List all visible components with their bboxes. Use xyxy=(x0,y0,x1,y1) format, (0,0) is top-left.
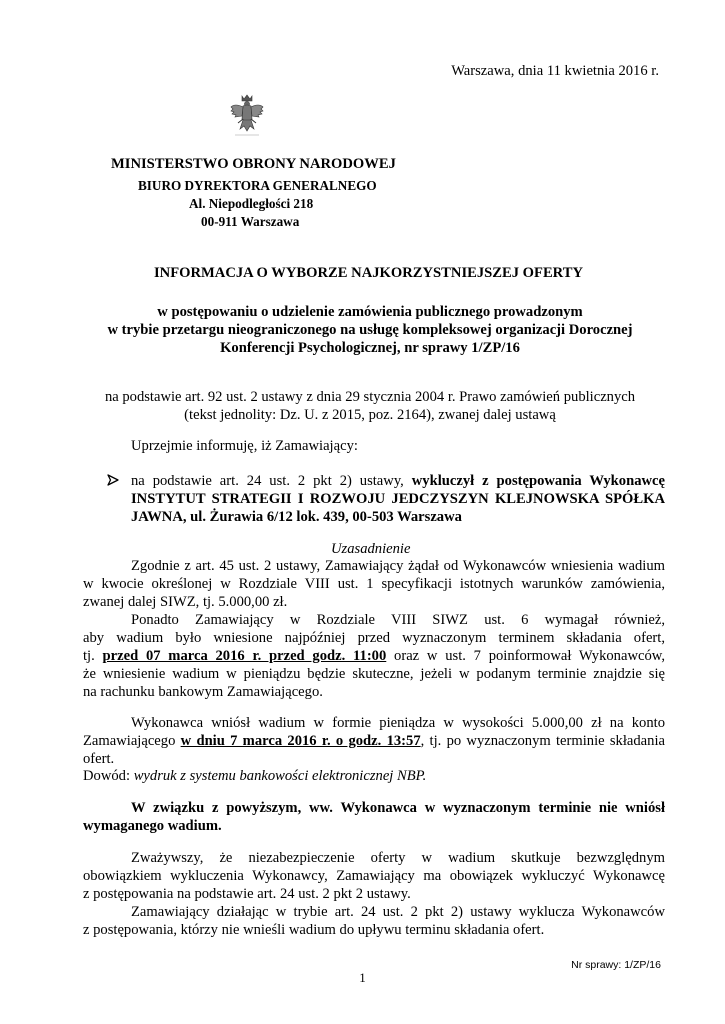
p4-line-3: z postępowania na podstawie art. 24 ust. 2 pkt 2 ustawy. xyxy=(83,886,411,902)
subtitle-line-2: w trybie przetargu nieograniczonego na usługę kompleksowej organizacji Dorocznej xyxy=(107,322,633,338)
greeting: Uprzejmie informuję, iż Zamawiający: xyxy=(131,438,358,454)
legal-basis-line-2: (tekst jednolity: Dz. U. z 2015, poz. 2164), zwanej dalej ustawą xyxy=(184,407,556,423)
bullet-line-3: JAWNA, ul. Żurawia 6/12 lok. 439, 00-503 Warszawa xyxy=(131,509,462,525)
page-number: 1 xyxy=(359,970,366,985)
p2-line-4: że wniesienie wadium w pieniądzu będzie skuteczne, jeżeli w podanym terminie znajdzie się xyxy=(83,666,665,682)
p1-line-1: Zgodnie z art. 45 ust. 2 ustawy, Zamawiający żądał od Wykonawców wniesienia wadium xyxy=(131,558,665,574)
subtitle-line-1: w postępowaniu o udzielenie zamówienia publicznego prowadzonym xyxy=(157,304,583,320)
payment-time-highlight: w dniu 7 marca 2016 r. o godz. 13:57 xyxy=(180,733,421,749)
bullet-line-2: INSTYTUT STRATEGII I ROZWOJU JEDCZYSZYN KLEJNOWSKA SPÓŁKA xyxy=(131,491,665,507)
sender-street: Al. Niepodległości 218 xyxy=(189,196,314,211)
footer-case-number: Nr sprawy: 1/ZP/16 xyxy=(571,959,661,971)
p5-line-1: Zamawiający działając w trybie art. 24 ust. 2 pkt 2) ustawy wyklucza Wykonawców xyxy=(131,904,665,920)
evidence-line: Dowód: wydruk z systemu bankowości elektronicznej NBP. xyxy=(83,768,427,784)
p5-line-2: z postępowania, którzy nie wnieśli wadium do upływu terminu składania ofert. xyxy=(83,922,545,938)
p1-line-3: zwanej dalej SIWZ, tj. 5.000,00 zł. xyxy=(83,594,288,610)
p3-line-1: Wykonawca wniósł wadium w formie pieniądza w wysokości 5.000,00 zł na konto xyxy=(131,715,665,731)
p3-line-2: Zamawiającego w dniu 7 marca 2016 r. o godz. 13:57, tj. po wyznaczonym terminie składania xyxy=(83,733,665,749)
p4-line-1: Zważywszy, że niezabezpieczenie oferty w wadium skutkuje bezwzględnym xyxy=(131,850,665,866)
conclusion-line-2: wymaganego wadium. xyxy=(83,818,222,834)
p2-line-3: tj. przed 07 marca 2016 r. przed godz. 11:00 oraz w ust. 7 poinformował Wykonawców, xyxy=(83,648,666,664)
sender-city: 00-911 Warszawa xyxy=(201,214,300,229)
p2-line-5: na rachunku bankowym Zamawiającego. xyxy=(83,684,323,700)
date-line: Warszawa, dnia 11 kwietnia 2016 r. xyxy=(451,63,659,79)
p4-line-2: obowiązkiem wykluczenia Wykonawcy, Zamawiający ma obowiązek wykluczyć Wykonawcę xyxy=(83,868,665,884)
sender-ministry: MINISTERSTWO OBRONY NARODOWEJ xyxy=(111,156,396,172)
p2-line-2: aby wadium było wniesione najpóźniej przed wyznaczonym terminem składania ofert, xyxy=(83,630,665,646)
justification-heading: Uzasadnienie xyxy=(331,541,411,557)
bullet-line-1: na podstawie art. 24 ust. 2 pkt 2) ustawy, wykluczył z postępowania Wykonawcę xyxy=(131,473,666,489)
document-title: INFORMACJA O WYBORZE NAJKORZYSTNIEJSZEJ OFERTY xyxy=(154,265,583,281)
legal-basis-line-1: na podstawie art. 92 ust. 2 ustawy z dnia 29 stycznia 2004 r. Prawo zamówień publicznych xyxy=(104,389,636,405)
deadline-highlight: przed 07 marca 2016 r. przed godz. 11:00 xyxy=(102,648,387,664)
eagle-emblem-icon xyxy=(229,93,265,137)
conclusion-line-1: W związku z powyższym, ww. Wykonawca w wyznaczonym terminie nie wniósł xyxy=(131,800,665,816)
p3-line-3: ofert. xyxy=(83,751,115,767)
p2-line-1: Ponadto Zamawiający w Rozdziale VIII SIWZ ust. 6 wymagał również, xyxy=(131,612,665,628)
arrow-bullet-icon xyxy=(106,473,120,487)
subtitle-line-3: Konferencji Psychologicznej, nr sprawy 1/ZP/16 xyxy=(220,340,520,356)
p1-line-2: w kwocie określonej w Rozdziale VIII ust. 1 specyfikacji istotnych warunków zamówienia, xyxy=(83,576,665,592)
sender-bureau: BIURO DYREKTORA GENERALNEGO xyxy=(138,178,377,193)
